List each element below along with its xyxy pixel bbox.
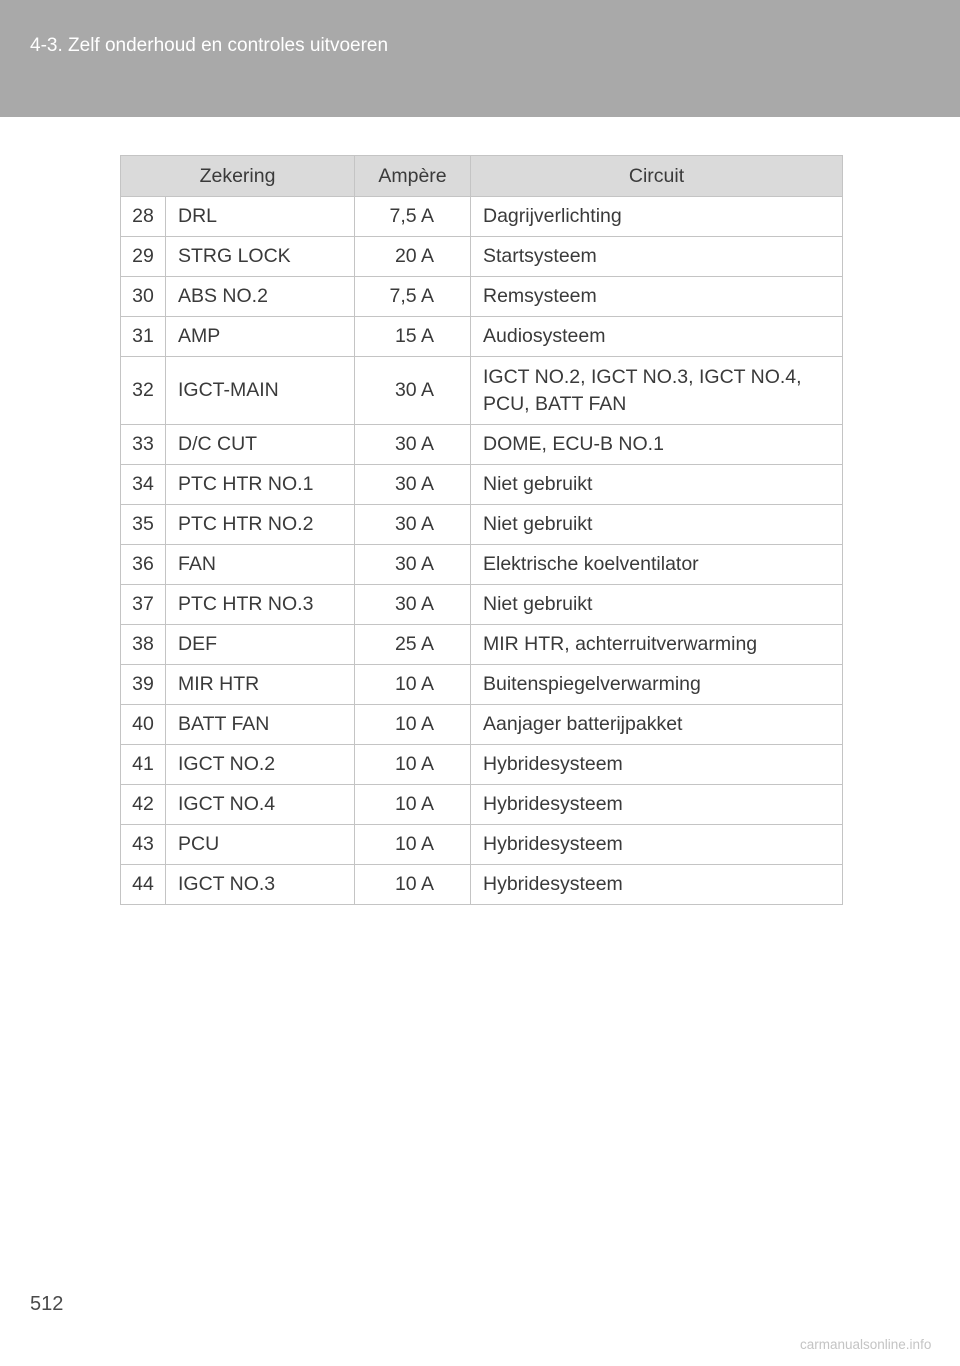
ampere-cell: 10 A: [355, 865, 471, 905]
fuse-name-cell: MIR HTR: [166, 665, 355, 705]
circuit-cell: Aanjager batterijpakket: [471, 705, 843, 745]
fuse-name-cell: BATT FAN: [166, 705, 355, 745]
fuse-number-cell: 38: [121, 625, 166, 665]
fuse-name-cell: PTC HTR NO.1: [166, 465, 355, 505]
page-number: 512: [30, 1293, 64, 1315]
circuit-cell: Niet gebruikt: [471, 585, 843, 625]
fuse-number-cell: 30: [121, 277, 166, 317]
fuse-number-cell: 29: [121, 237, 166, 277]
fuse-number-cell: 31: [121, 317, 166, 357]
fuse-name-cell: STRG LOCK: [166, 237, 355, 277]
fuse-number-cell: 35: [121, 505, 166, 545]
fuse-number-cell: 44: [121, 865, 166, 905]
fuse-name-cell: AMP: [166, 317, 355, 357]
table-row: [121, 825, 843, 865]
table-row: [121, 357, 843, 425]
table-row: [121, 865, 843, 905]
fuse-number-cell: 41: [121, 745, 166, 785]
ampere-cell: 30 A: [355, 545, 471, 585]
fuse-number-cell: 43: [121, 825, 166, 865]
column-header-ampere: Ampère: [355, 156, 471, 197]
fuse-number-cell: 39: [121, 665, 166, 705]
table-row: [121, 237, 843, 277]
fuse-number-cell: 37: [121, 585, 166, 625]
ampere-cell: 30 A: [355, 357, 471, 425]
ampere-cell: 30 A: [355, 425, 471, 465]
fuse-number-cell: 32: [121, 357, 166, 425]
table-row: [121, 505, 843, 545]
fuse-number-cell: 33: [121, 425, 166, 465]
ampere-cell: 10 A: [355, 705, 471, 745]
fuse-number-cell: 40: [121, 705, 166, 745]
table-row: [121, 425, 843, 465]
ampere-cell: 30 A: [355, 465, 471, 505]
circuit-cell: Niet gebruikt: [471, 505, 843, 545]
fuse-name-cell: PTC HTR NO.3: [166, 585, 355, 625]
fuse-number-cell: 34: [121, 465, 166, 505]
table-row: [121, 665, 843, 705]
table-body: [121, 197, 843, 905]
fuse-name-cell: IGCT-MAIN: [166, 357, 355, 425]
fuse-name-cell: IGCT NO.4: [166, 785, 355, 825]
table-row: [121, 317, 843, 357]
watermark: carmanualsonline.info: [800, 1337, 932, 1352]
fuse-name-cell: PCU: [166, 825, 355, 865]
table-row: [121, 585, 843, 625]
column-header-fuse: Zekering: [121, 156, 355, 197]
fuse-number-cell: 42: [121, 785, 166, 825]
circuit-cell: MIR HTR, achterruitverwarming: [471, 625, 843, 665]
ampere-cell: 30 A: [355, 505, 471, 545]
circuit-cell: Audiosysteem: [471, 317, 843, 357]
table-row: [121, 705, 843, 745]
fuse-name-cell: D/C CUT: [166, 425, 355, 465]
circuit-cell: IGCT NO.2, IGCT NO.3, IGCT NO.4, PCU, BATT FAN: [471, 357, 843, 425]
circuit-cell: Hybridesysteem: [471, 785, 843, 825]
fuse-table: [120, 155, 843, 905]
table-row: [121, 545, 843, 585]
column-header-circuit: Circuit: [471, 156, 843, 197]
ampere-cell: 10 A: [355, 785, 471, 825]
table-row: [121, 197, 843, 237]
table-row: [121, 465, 843, 505]
ampere-cell: 20 A: [355, 237, 471, 277]
circuit-cell: Hybridesysteem: [471, 825, 843, 865]
fuse-name-cell: FAN: [166, 545, 355, 585]
section-title: 4-3. Zelf onderhoud en controles uitvoeren: [30, 35, 389, 56]
ampere-cell: 10 A: [355, 825, 471, 865]
circuit-cell: Startsysteem: [471, 237, 843, 277]
circuit-cell: DOME, ECU-B NO.1: [471, 425, 843, 465]
ampere-cell: 30 A: [355, 585, 471, 625]
circuit-cell: Dagrijverlichting: [471, 197, 843, 237]
table-row: [121, 625, 843, 665]
ampere-cell: 7,5 A: [355, 197, 471, 237]
circuit-cell: Hybridesysteem: [471, 865, 843, 905]
circuit-cell: Niet gebruikt: [471, 465, 843, 505]
fuse-name-cell: DEF: [166, 625, 355, 665]
ampere-cell: 7,5 A: [355, 277, 471, 317]
table-row: [121, 745, 843, 785]
fuse-name-cell: IGCT NO.3: [166, 865, 355, 905]
fuse-name-cell: ABS NO.2: [166, 277, 355, 317]
fuse-name-cell: PTC HTR NO.2: [166, 505, 355, 545]
circuit-cell: Hybridesysteem: [471, 745, 843, 785]
circuit-cell: Buitenspiegelverwarming: [471, 665, 843, 705]
circuit-cell: Remsysteem: [471, 277, 843, 317]
fuse-number-cell: 36: [121, 545, 166, 585]
ampere-cell: 10 A: [355, 665, 471, 705]
ampere-cell: 10 A: [355, 745, 471, 785]
table-header-row: [121, 156, 843, 197]
circuit-cell: Elektrische koelventilator: [471, 545, 843, 585]
header-band: [0, 0, 960, 117]
ampere-cell: 25 A: [355, 625, 471, 665]
table-row: [121, 785, 843, 825]
fuse-name-cell: IGCT NO.2: [166, 745, 355, 785]
ampere-cell: 15 A: [355, 317, 471, 357]
fuse-number-cell: 28: [121, 197, 166, 237]
table-row: [121, 277, 843, 317]
fuse-name-cell: DRL: [166, 197, 355, 237]
